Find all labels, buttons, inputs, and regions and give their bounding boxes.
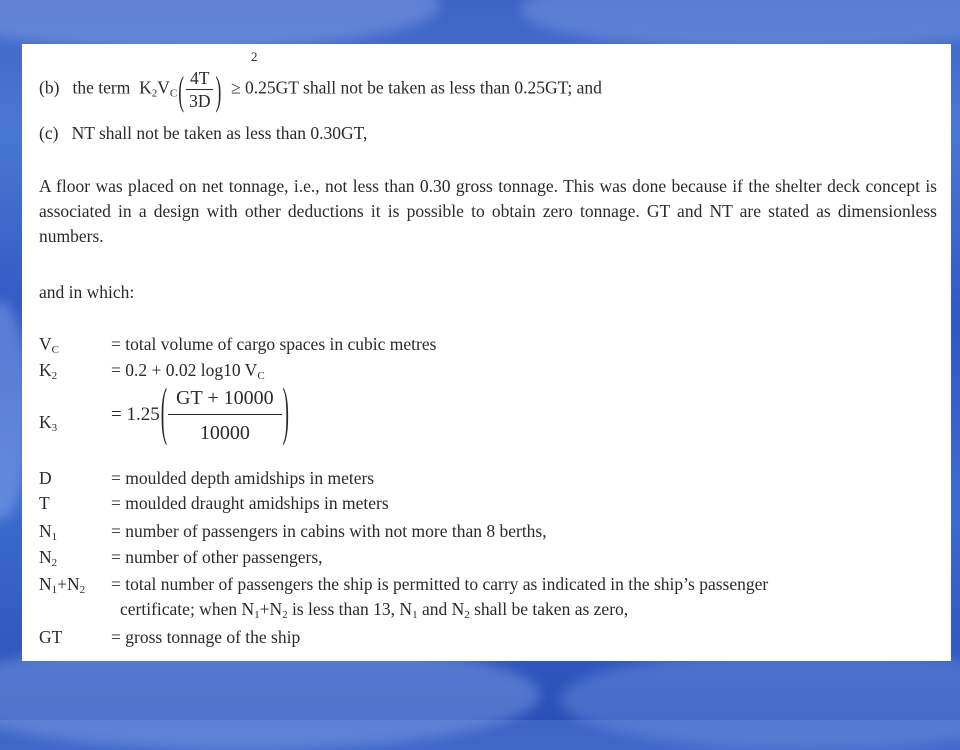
def-symbol-d: D [39,468,52,488]
def-symbol-t: T [39,493,50,513]
background-wave [520,0,960,50]
def-text-t: = moulded draught amidships in meters [111,493,389,513]
def-text-k2: = 0.2 + 0.02 log10 $V_C$ [111,360,265,382]
k3-right-paren: ) [282,377,289,449]
k3-denominator: 10000 [199,422,250,444]
fraction-numerator: 4T [186,68,213,90]
def-text-n1: = number of passengers in cabins with not more than 8 berths, [111,521,547,541]
def-text-n1n2-line2: certificate; when $N_1+N_2$ is less than 13, $N_1$ and $N_2$ shall be taken as zero, [120,599,629,621]
background-wave [560,650,960,750]
right-paren: ) [215,66,222,113]
and-in-which: and in which: [39,282,135,302]
fraction-4t-3d [185,68,214,111]
clause-b-rest: ≥ 0.25GT shall not be taken as less than 0.25GT; and [231,77,602,98]
clause-b [39,68,602,111]
clause-c [39,122,367,144]
exponent: 2 [251,49,258,64]
left-paren: ( [178,66,185,113]
clause-c-text: NT shall not be taken as less than 0.30GT, [71,123,368,143]
def-symbol-n1: $N_1$ [39,521,58,543]
def-text-gt: = gross tonnage of the ship [111,627,301,647]
def-text-d: = moulded depth amidships in meters [111,468,375,488]
k3-fraction [168,384,282,445]
def-text-n1n2-line1: = total number of passengers the ship is permitted to carry as indicated in the ship’s passenger [111,574,769,594]
def-symbol-k3: $K_3$ [39,412,58,434]
k3-left-paren: ( [160,377,168,449]
v-symbol: V [157,77,170,98]
def-formula-k3 [111,377,290,449]
document-page [22,44,951,661]
def-symbol-k2: $K_2$ [39,360,58,382]
k3-numerator: GT + 10000 [168,384,282,415]
v-subscript: C [169,87,178,100]
def-symbol-vc: $V_C$ [39,334,59,356]
background-wave [0,0,440,50]
def-symbol-n1n2: $N_1+N_2$ [39,574,86,596]
floor-paragraph: A floor was placed on net tonnage, i.e., not less than 0.30 gross tonnage. This was done because if the shelter deck concept is associated in a design with other deductions it is possible to obtain zero tonnage. GT and NT are stated as dimensionless numbers. [39,176,937,246]
k3-equals: = 1.25 [111,403,160,425]
def-text-vc: = total volume of cargo spaces in cubic metres [111,334,437,354]
clause-c-label: (c) [39,123,59,143]
clause-b-prefix: the term [72,77,131,98]
fraction-denominator: 3D [189,91,211,111]
k-subscript: 2 [151,87,158,100]
def-symbol-gt: GT [39,627,63,647]
k-symbol: K [139,77,152,98]
def-text-n2: = number of other passengers, [111,547,323,567]
def-symbol-n2: $N_2$ [39,547,58,569]
clause-b-label: (b) [39,77,60,98]
